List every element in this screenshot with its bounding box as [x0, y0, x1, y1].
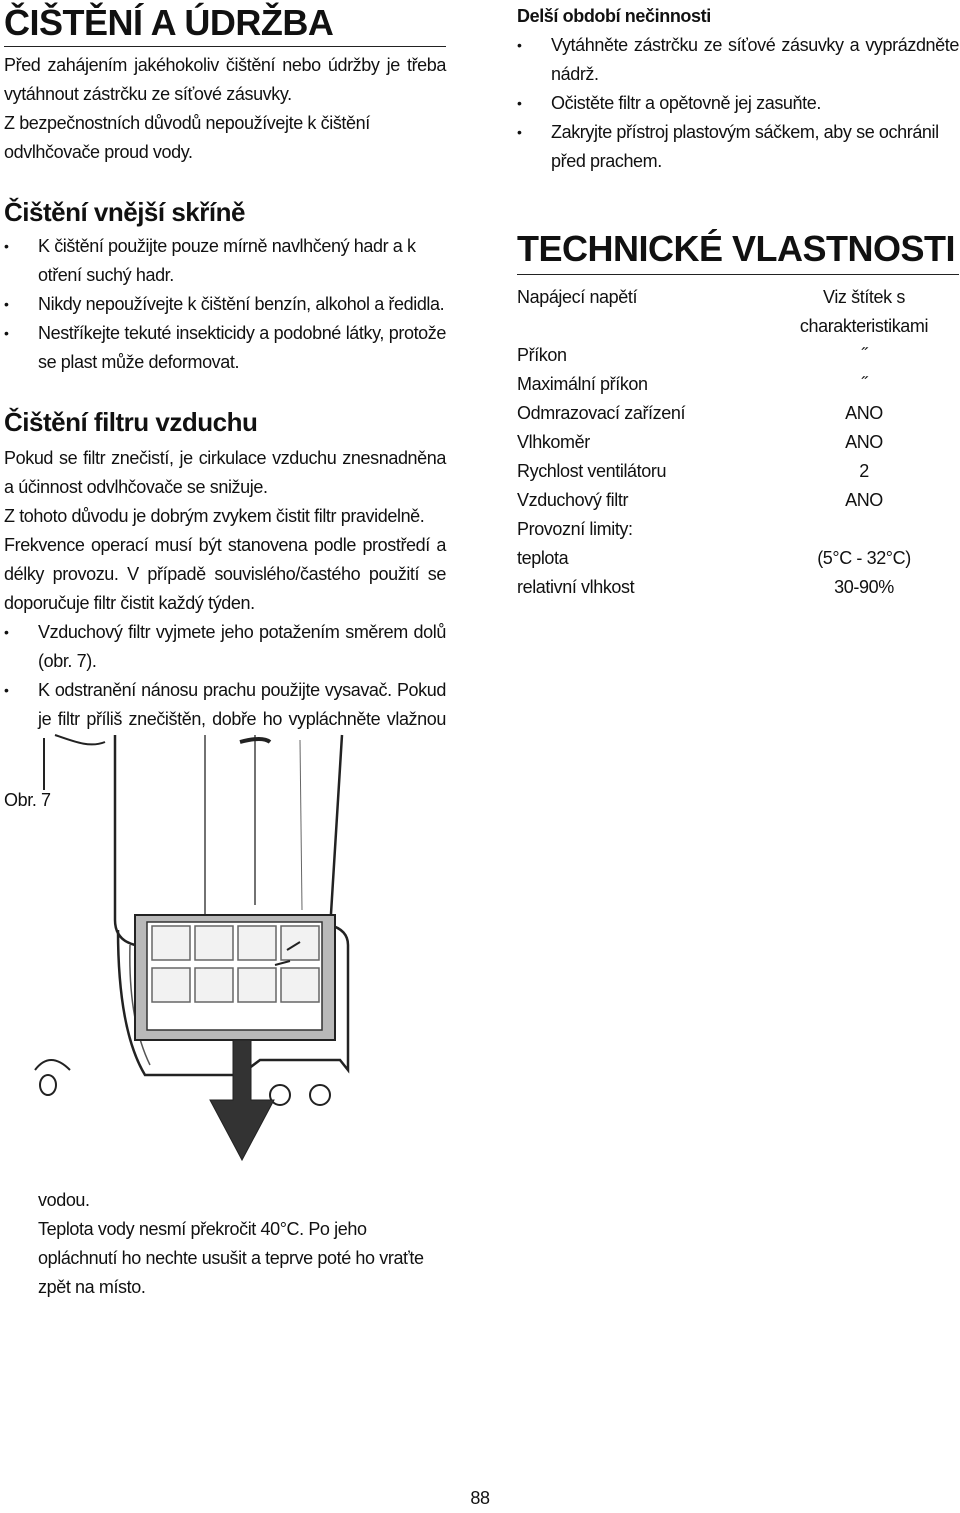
exterior-bullets	[4, 232, 446, 377]
spec-value: ANO	[845, 490, 883, 510]
spec-table	[517, 283, 959, 602]
spec-row	[517, 341, 959, 370]
intro-paragraph: Z bezpečnostních důvodů nepoužívejte k čištění odvlhčovače proud vody.	[4, 113, 370, 162]
spec-value: ˝	[861, 374, 867, 394]
tech-title-block	[517, 228, 959, 275]
spec-value: ANO	[845, 403, 883, 423]
spec-row	[517, 428, 959, 457]
list-item: • Nestříkejte tekuté insekticidy a podobné látky, protože se plast může deformovat.	[4, 319, 446, 377]
list-item: • Vytáhněte zástrčku ze síťové zásuvky a vyprázdněte nádrž.	[517, 31, 959, 89]
continued-paragraph: Teplota vody nesmí překročit 40°C. Po jeho opláchnutí ho nechte usušit a teprve poté ho vraťte zpět na místo.	[38, 1219, 424, 1297]
down-arrow-icon	[210, 1040, 274, 1160]
spec-label: teplota	[517, 548, 569, 568]
spec-label: Napájecí napětí	[517, 287, 638, 307]
spec-value: ANO	[845, 432, 883, 452]
left-column	[4, 0, 446, 734]
list-item: • Očistěte filtr a opětovně jej zasuňte.	[517, 89, 959, 118]
list-item: • K odstranění nánosu prachu použijte vysavač. Pokud je filtr příliš znečištěn, dobře ho vypláchněte vlažnou	[4, 676, 446, 734]
filter-paragraph: Pokud se filtr znečistí, je cirkulace vzduchu znesnadněna a účinnost odvlhčovače se snižuje.	[4, 448, 446, 497]
spec-row	[517, 370, 959, 399]
section-heading-exterior: Čištění vnější skříně	[4, 197, 245, 227]
dehumidifier-filter-illustration	[30, 730, 360, 1170]
idle-heading: Delší období nečinnosti	[517, 6, 711, 26]
section-heading-filter: Čištění filtru vzduchu	[4, 407, 258, 437]
filter-text	[4, 444, 446, 734]
continued-line: vodou.	[38, 1190, 90, 1210]
spec-label: Příkon	[517, 345, 567, 365]
spec-label: Vlhkoměr	[517, 432, 590, 452]
spec-label: relativní vlhkost	[517, 577, 635, 597]
filter-continued-text	[4, 1186, 446, 1302]
spec-row	[517, 544, 959, 573]
spec-label: Odmrazovací zařízení	[517, 403, 686, 423]
spec-value: Viz štítek s charakteristikami	[799, 287, 929, 336]
spec-row	[517, 486, 959, 515]
right-column	[517, 0, 959, 602]
idle-bullets	[517, 31, 959, 176]
list-item: • Vzduchový filtr vyjmete jeho potažením směrem dolů (obr. 7).	[4, 618, 446, 676]
spec-row	[517, 515, 959, 544]
page-number: 88	[470, 1488, 490, 1508]
list-item: • K čištění použijte pouze mírně navlhčený hadr a k otření suchý hadr.	[4, 232, 446, 290]
spec-label: Rychlost ventilátoru	[517, 461, 667, 481]
tech-title: TECHNICKÉ VLASTNOSTI	[517, 228, 956, 269]
spec-value: (5°C - 32°C)	[817, 548, 911, 568]
spec-value: ˝	[861, 345, 867, 365]
filter-paragraph: Z tohoto důvodu je dobrým zvykem čistit filtr pravidelně.	[4, 506, 425, 526]
page-title: ČIŠTĚNÍ A ÚDRŽBA	[4, 2, 334, 43]
spec-row	[517, 457, 959, 486]
intro-text	[4, 51, 446, 167]
spec-value: 2	[859, 461, 869, 481]
spec-label: Provozní limity:	[517, 519, 633, 539]
spec-value: 30-90%	[834, 577, 894, 597]
spec-row	[517, 399, 959, 428]
spec-row	[517, 573, 959, 602]
list-item: • Zakryjte přístroj plastovým sáčkem, aby se ochránil před prachem.	[517, 118, 959, 176]
spec-value	[769, 515, 959, 544]
spec-label: Maximální příkon	[517, 374, 648, 394]
spec-label: Vzduchový filtr	[517, 490, 629, 510]
intro-paragraph: Před zahájením jakéhokoliv čištění nebo údržby je třeba vytáhnout zástrčku ze síťové zásuvky.	[4, 55, 446, 104]
filter-bullets	[4, 618, 446, 734]
title-block	[4, 0, 446, 47]
spec-row	[517, 283, 959, 341]
figure-label: Obr. 7	[4, 790, 51, 810]
filter-paragraph: Frekvence operací musí být stanovena podle prostředí a délky provozu. V případě souvislého/častého použití se doporučuje filtr čistit každý týden.	[4, 535, 446, 613]
list-item: • Nikdy nepoužívejte k čištění benzín, alkohol a ředidla.	[4, 290, 446, 319]
